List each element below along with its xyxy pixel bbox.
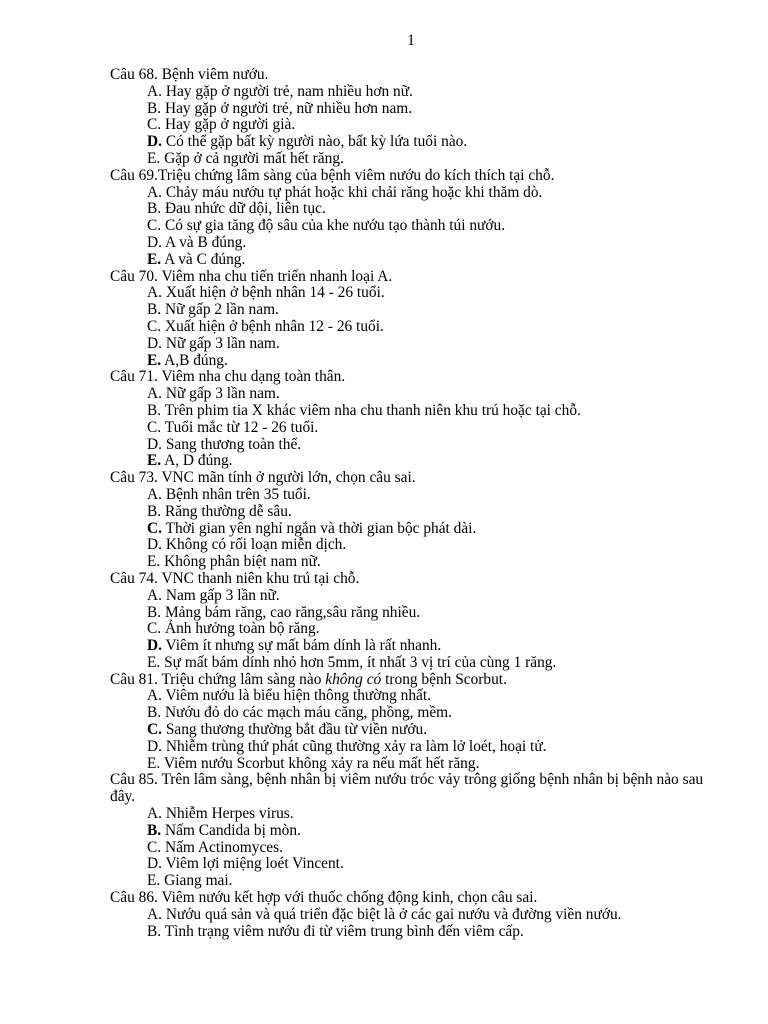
option-letter: B. [147,502,162,520]
option-text: Giang mai. [164,872,233,890]
question-list [110,67,725,940]
option-text: A,B đúng. [164,351,228,369]
option-letter: E. [147,351,162,369]
question-68-option-e [110,151,725,168]
question-68-option-d [110,134,725,151]
question-71-option-a [110,386,725,403]
option-text: Viêm nướu là biểu hiện thông thường nhất. [165,687,431,705]
question-74-option-b [110,605,725,622]
option-letter: C. [147,317,162,335]
question-85-option-e [110,873,725,890]
question-81-option-a [110,688,725,705]
option-text: Trên phim tia X khác viêm nha chu thanh niên khu trú hoặc tại chỗ. [164,401,581,419]
option-text: A, D đúng. [164,452,233,470]
option-text: Nấm Candida bị mòn. [164,821,301,839]
question-74-option-e [110,655,725,672]
question-73-option-a [110,487,725,504]
question-70-option-e [110,353,725,370]
question-70-option-a [110,285,725,302]
question-85-option-b [110,823,725,840]
option-text: Sang thương thường bắt đầu từ viền nướu. [165,721,428,739]
question-69-option-e [110,252,725,269]
option-letter: A. [147,284,162,302]
page-number: 1 [407,32,415,49]
option-text: Nữ gấp 3 lần nam. [165,385,280,403]
question-71-option-d [110,437,725,454]
option-letter: C. [147,838,162,856]
option-letter: C. [147,620,162,638]
option-letter: C. [147,519,162,537]
option-text: Nữ gấp 3 lần nam. [165,334,280,352]
question-74-option-a [110,588,725,605]
option-letter: A. [147,687,162,705]
option-letter: D. [147,855,162,873]
question-85-option-c [110,840,725,857]
question-81-option-b [110,705,725,722]
question-74-option-d [110,638,725,655]
option-letter: E. [147,149,161,167]
option-text: Sang thương toàn thể. [165,435,302,453]
option-text: A và C đúng. [164,250,246,268]
option-text: Có thể gặp bất kỳ người nào, bất kỳ lứa tuổi nào. [165,133,468,151]
question-81-option-d [110,739,725,756]
question-85-option-a [110,806,725,823]
question-69-title: Câu 69.Triệu chứng lâm sàng của bệnh viêm nướu do kích thích tại chỗ. [110,166,555,184]
option-text: A và B đúng. [164,233,247,251]
question-73-title: Câu 73. VNC mãn tính ở người lớn, chọn câu sai. [110,469,416,487]
option-text: Chảy máu nướu tự phát hoặc khi chải răng hoặc khi thăm dò. [165,183,543,201]
question-86-option-a [110,907,725,924]
question-73-option-b [110,504,725,521]
option-text: Nữ gấp 2 lần nam. [164,301,279,319]
question-85-title: Câu 85. Trên lâm sàng, bệnh nhân bị viêm nướu tróc vảy trông giống bệnh nhân bị bệnh nào sau đây. [110,771,704,806]
question-74-title: Câu 74. VNC thanh niên khu trú tại chỗ. [110,569,360,587]
option-text: Tình trạng viêm nướu đi từ viêm trung bình đến viêm cấp. [164,922,524,940]
question-68-option-b [110,101,725,118]
option-letter: A. [147,805,162,823]
option-text: Sự mất bám dính nhỏ hơn 5mm, ít nhất 3 vị trí của cùng 1 răng. [164,653,557,671]
question-73-option-e [110,554,725,571]
question-70-title: Câu 70. Viêm nha chu tiến triển nhanh loại A. [110,267,393,285]
option-text: Hay gặp ở người già. [164,116,296,134]
option-letter: A. [147,183,162,201]
option-text: Có sự gia tăng độ sâu của khe nướu tạo thành túi nướu. [164,217,506,235]
option-letter: D. [147,536,162,554]
option-text: Không phân biệt nam nữ. [164,553,321,571]
option-text: Gặp ở cả người mất hết răng. [164,149,344,167]
question-title-emphasis: không có [325,670,382,688]
option-letter: B. [147,99,162,117]
option-text: Răng thường dễ sâu. [164,502,292,520]
option-text: Ảnh hưởng toàn bộ răng. [164,620,320,638]
question-81-option-e [110,756,725,773]
option-letter: B. [147,603,162,621]
option-text: Viêm ít nhưng sự mất bám dính là rất nhanh. [165,637,442,655]
question-title-text: trong bệnh Scorbut. [381,670,507,688]
option-letter: A. [147,82,162,100]
option-letter: C. [147,721,162,739]
option-letter: A. [147,485,162,503]
option-letter: A. [147,586,162,604]
question-81-option-c [110,722,725,739]
option-letter: D. [147,334,162,352]
option-letter: D. [147,637,162,655]
option-text: Nấm Actinomyces. [164,838,283,856]
question-69-option-c [110,218,725,235]
question-68-title: Câu 68. Bệnh viêm nướu. [110,66,269,83]
question-71-option-c [110,420,725,437]
option-letter: D. [147,233,162,251]
option-text: Nướu đỏ do các mạch máu căng, phồng, mềm. [164,704,453,722]
option-letter: E. [147,553,161,571]
option-text: Mảng bám răng, cao răng,sâu răng nhiều. [164,603,421,621]
question-70-option-d [110,336,725,353]
question-86-option-b [110,924,725,941]
option-letter: E. [147,872,161,890]
option-text: Không có rối loạn miễn dịch. [165,536,347,554]
option-letter: B. [147,200,162,218]
question-69-option-a [110,185,725,202]
option-text: Xuất hiện ở bệnh nhân 12 - 26 tuổi. [164,317,384,335]
question-71-option-e [110,453,725,470]
option-letter: A. [147,385,162,403]
option-letter: E. [147,250,162,268]
option-letter: B. [147,704,162,722]
question-74-option-c [110,621,725,638]
question-70-option-c [110,319,725,336]
question-71-option-b [110,403,725,420]
option-text: Nhiễm trùng thứ phát cũng thường xảy ra làm lở loét, hoại tử. [165,737,547,755]
option-letter: D. [147,435,162,453]
question-70-option-b [110,302,725,319]
option-text: Viêm lợi miệng loét Vincent. [165,855,344,873]
option-letter: B. [147,821,162,839]
question-69-option-b [110,201,725,218]
option-text: Nướu quá sản và quá triển đặc biệt là ở các gai nướu và đường viền nướu. [165,905,622,923]
question-title-text: Câu 81. Triệu chứng lâm sàng nào [110,670,326,688]
option-letter: C. [147,116,162,134]
question-73-option-c [110,521,725,538]
option-text: Hay gặp ở người trẻ, nữ nhiều hơn nam. [164,99,413,117]
question-69-option-d [110,235,725,252]
option-letter: E. [147,452,162,470]
option-letter: E. [147,754,161,772]
question-71-title: Câu 71. Viêm nha chu dạng toàn thân. [110,368,346,386]
option-letter: A. [147,905,162,923]
option-letter: C. [147,217,162,235]
option-letter: B. [147,401,162,419]
option-text: Nhiễm Herpes virus. [165,805,294,823]
option-letter: B. [147,922,162,940]
question-68-option-c [110,117,725,134]
option-text: Hay gặp ở người trẻ, nam nhiều hơn nữ. [165,82,413,100]
option-text: Xuất hiện ở bệnh nhân 14 - 26 tuổi. [165,284,385,302]
option-text: Nam gấp 3 lần nữ. [165,586,280,604]
option-letter: D. [147,737,162,755]
option-text: Đau nhức dữ dội, liên tục. [164,200,326,218]
question-86-title: Câu 86. Viêm nướu kết hợp với thuốc chống động kinh, chọn câu sai. [110,889,538,907]
option-letter: B. [147,301,162,319]
option-text: Tuổi mắc từ 12 - 26 tuổi. [164,418,319,436]
question-73-option-d [110,537,725,554]
option-letter: D. [147,133,162,151]
option-text: Thời gian yên nghỉ ngắn và thời gian bộc phát dài. [165,519,477,537]
question-81-title [110,672,725,689]
option-text: Bệnh nhân trên 35 tuổi. [165,485,311,503]
option-letter: E. [147,653,161,671]
option-letter: C. [147,418,162,436]
question-85-option-d [110,856,725,873]
option-text: Viêm nướu Scorbut không xảy ra nếu mất hết răng. [163,754,480,772]
question-68-option-a [110,84,725,101]
